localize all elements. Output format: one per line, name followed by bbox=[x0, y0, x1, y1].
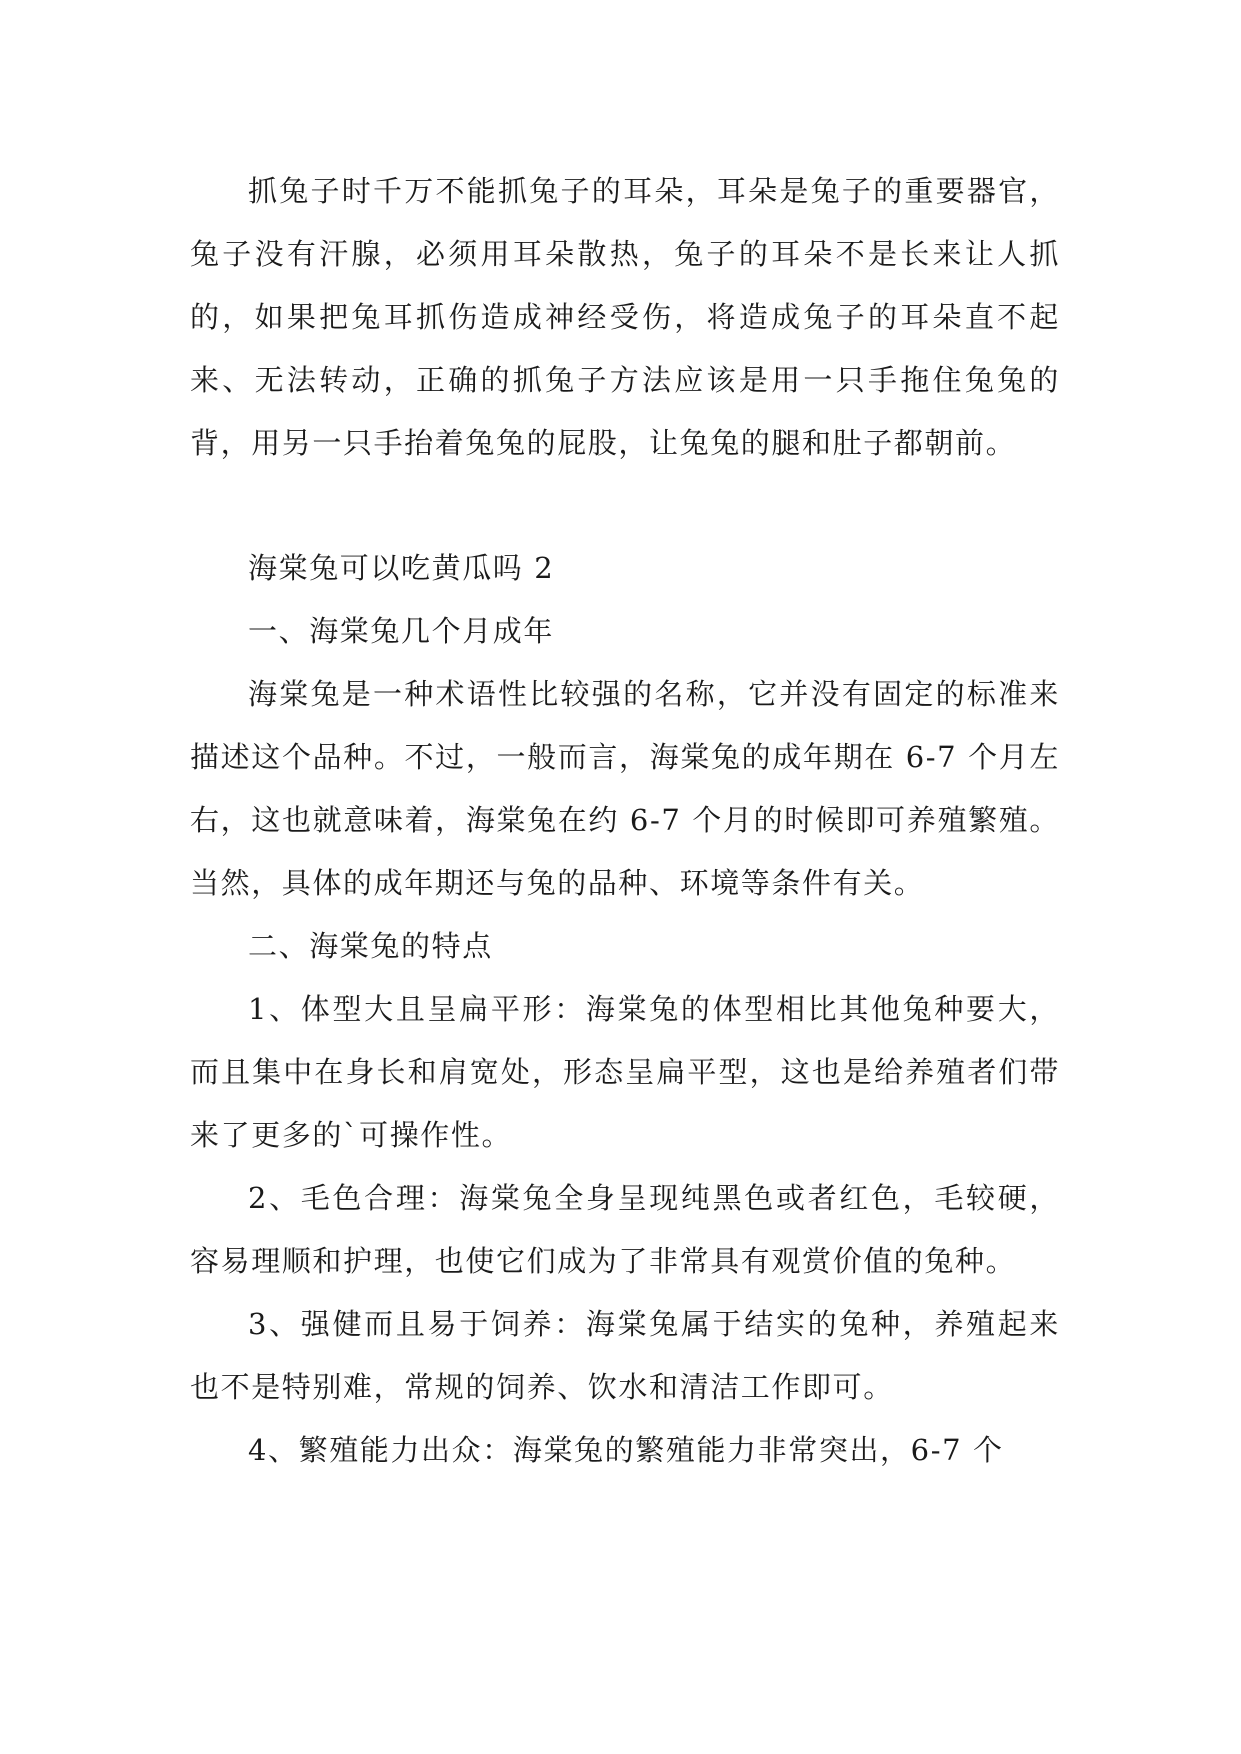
feature-item-body-shape: 1、体型大且呈扁平形：海棠兔的体型相比其他兔种要大，而且集中在身长和肩宽处，形态呈扁平型，这也是给养殖者们带来了更多的`可操作性。 bbox=[190, 992, 1060, 1152]
heading-adult-age: 一、海棠兔几个月成年 bbox=[248, 614, 555, 648]
heading-features: 二、海棠兔的特点 bbox=[248, 929, 493, 963]
section-gap bbox=[190, 475, 1060, 537]
document-body bbox=[190, 160, 1060, 1482]
section-title: 海棠兔可以吃黄瓜吗 2 bbox=[248, 551, 555, 585]
feature-item-fur-color: 2、毛色合理：海棠兔全身呈现纯黑色或者红色，毛较硬，容易理顺和护理，也使它们成为了非常具有观赏价值的兔种。 bbox=[190, 1181, 1060, 1278]
paragraph-rabbit-handling: 抓兔子时千万不能抓兔子的耳朵，耳朵是兔子的重要器官，兔子没有汗腺，必须用耳朵散热，兔子的耳朵不是长来让人抓的，如果把兔耳抓伤造成神经受伤，将造成兔子的耳朵直不起来、无法转动，正确的抓兔子方法应该是用一只手拖住兔兔的背，用另一只手抬着兔兔的屁股，让兔兔的腿和肚子都朝前。 bbox=[190, 174, 1060, 460]
feature-item-breeding: 4、繁殖能力出众：海棠兔的繁殖能力非常突出，6-7 个 bbox=[248, 1433, 1004, 1467]
paragraph-adult-age: 海棠兔是一种术语性比较强的名称，它并没有固定的标准来描述这个品种。不过，一般而言，海棠兔的成年期在 6-7 个月左右，这也就意味着，海棠兔在约 6-7 个月的时候即可养殖繁殖。当然，具体的成年期还与兔的品种、环境等条件有关。 bbox=[190, 677, 1060, 900]
feature-item-hardiness: 3、强健而且易于饲养：海棠兔属于结实的兔种，养殖起来也不是特别难，常规的饲养、饮水和清洁工作即可。 bbox=[190, 1307, 1060, 1404]
